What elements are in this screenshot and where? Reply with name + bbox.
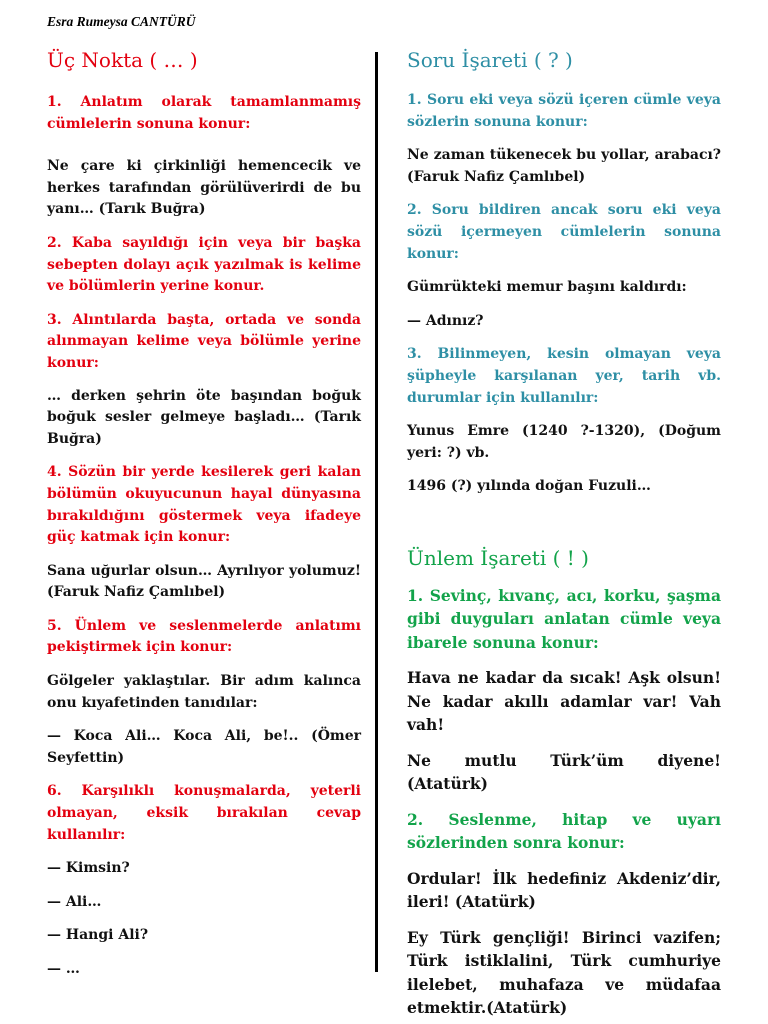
rule-6: 6. Karşılıklı konuşmalarda, yeterli olmayan, eksik bırakılan cevap kullanılır: bbox=[47, 783, 361, 843]
soru-example-2a: Gümrükteki memur başını kaldırdı: bbox=[407, 279, 687, 296]
left-column bbox=[47, 48, 361, 981]
section-title-unlem-isareti: Ünlem İşareti ( ! ) bbox=[407, 545, 589, 570]
example-6a: — Kimsin? bbox=[47, 860, 130, 877]
rule-3: 3. Alıntılarda başta, ortada ve sonda alınmayan kelime veya bölümle yerine konur: bbox=[47, 311, 361, 371]
soru-example-1: Ne zaman tükenecek bu yollar, arabacı? (Faruk Nafiz Çamlıbel) bbox=[407, 147, 721, 185]
section-title-uc-nokta: Üç Nokta ( … ) bbox=[47, 48, 198, 72]
soru-example-2b: — Adınız? bbox=[407, 312, 484, 329]
soru-rule-2: 2. Soru bildiren ancak soru eki veya sözü içermeyen cümlelerin sonuna konur: bbox=[407, 202, 721, 262]
example-4: Sana uğurlar olsun… Ayrılıyor yolumuz! (Faruk Nafiz Çamlıbel) bbox=[47, 562, 361, 601]
soru-example-3a: Yunus Emre (1240 ?-1320), (Doğum yeri: ?) vb. bbox=[407, 423, 721, 461]
rule-2: 2. Kaba sayıldığı için veya bir başka sebepten dolayı açık yazılmak is kelime ve bölümlerin yerine konur. bbox=[47, 234, 361, 295]
rule-1: 1. Anlatım olarak tamamlanmamış cümlelerin sonuna konur: bbox=[47, 94, 361, 132]
example-5a: Gölgeler yaklaştılar. Bir adım kalınca onu kıyafetinden tanıdılar: bbox=[47, 673, 361, 711]
soru-rule-3: 3. Bilinmeyen, kesin olmayan veya şüpheyle karşılanan yer, tarih vb. durumlar için kullanılır: bbox=[407, 346, 721, 406]
section-title-soru-isareti: Soru İşareti ( ? ) bbox=[407, 48, 573, 72]
example-1: Ne çare ki çirkinliği hemencecik ve herkes tarafından görülüverirdi de bu yanı… (Tarık Buğra) bbox=[47, 158, 361, 218]
rule-4: 4. Sözün bir yerde kesilerek geri kalan bölümün okuyucunun hayal dünyasına bırakıldığını göstermek veya ifadeye güç katmak için konur: bbox=[47, 464, 361, 546]
unlem-example-1b: Ne mutlu Türk’üm diyene! (Atatürk) bbox=[407, 750, 721, 794]
unlem-example-2a: Ordular! İlk hedefiniz Akdeniz’dir, ileri! (Atatürk) bbox=[407, 868, 721, 912]
example-3: … derken şehrin öte başından boğuk boğuk sesler gelmeye başladı… (Tarık Buğra) bbox=[47, 387, 361, 447]
example-6b: — Ali… bbox=[47, 893, 102, 910]
column-divider bbox=[375, 52, 378, 972]
unlem-example-2b: Ey Türk gençliği! Birinci vazifen; Türk istiklalini, Türk cumhuriye ilelebet, muhafaza ve müdafaa etmektir.(Atatürk) bbox=[407, 927, 721, 1018]
example-6c: — Hangi Ali? bbox=[47, 927, 149, 944]
example-6d: — … bbox=[47, 961, 80, 977]
soru-example-3b: 1496 (?) yılında doğan Fuzuli… bbox=[407, 478, 651, 495]
unlem-rule-2: 2. Seslenme, hitap ve uyarı sözlerinden sonra konur: bbox=[407, 809, 721, 853]
right-column bbox=[407, 48, 721, 1020]
unlem-rule-1: 1. Sevinç, kıvanç, acı, korku, şaşma gibi duyguları anlatan cümle veya ibarele sonuna konur: bbox=[407, 585, 721, 652]
author-name: Esra Rumeysa CANTÜRÜ bbox=[47, 14, 196, 29]
rule-5: 5. Ünlem ve seslenmelerde anlatımı pekiştirmek için konur: bbox=[47, 617, 361, 656]
soru-rule-1: 1. Soru eki veya sözü içeren cümle veya sözlerin sonuna konur: bbox=[407, 92, 721, 130]
example-5b: — Koca Ali… Koca Ali, be!.. (Ömer Seyfettin) bbox=[47, 728, 361, 766]
unlem-example-1a: Hava ne kadar da sıcak! Aşk olsun! Ne kadar akıllı adamlar var! Vah vah! bbox=[407, 668, 721, 735]
